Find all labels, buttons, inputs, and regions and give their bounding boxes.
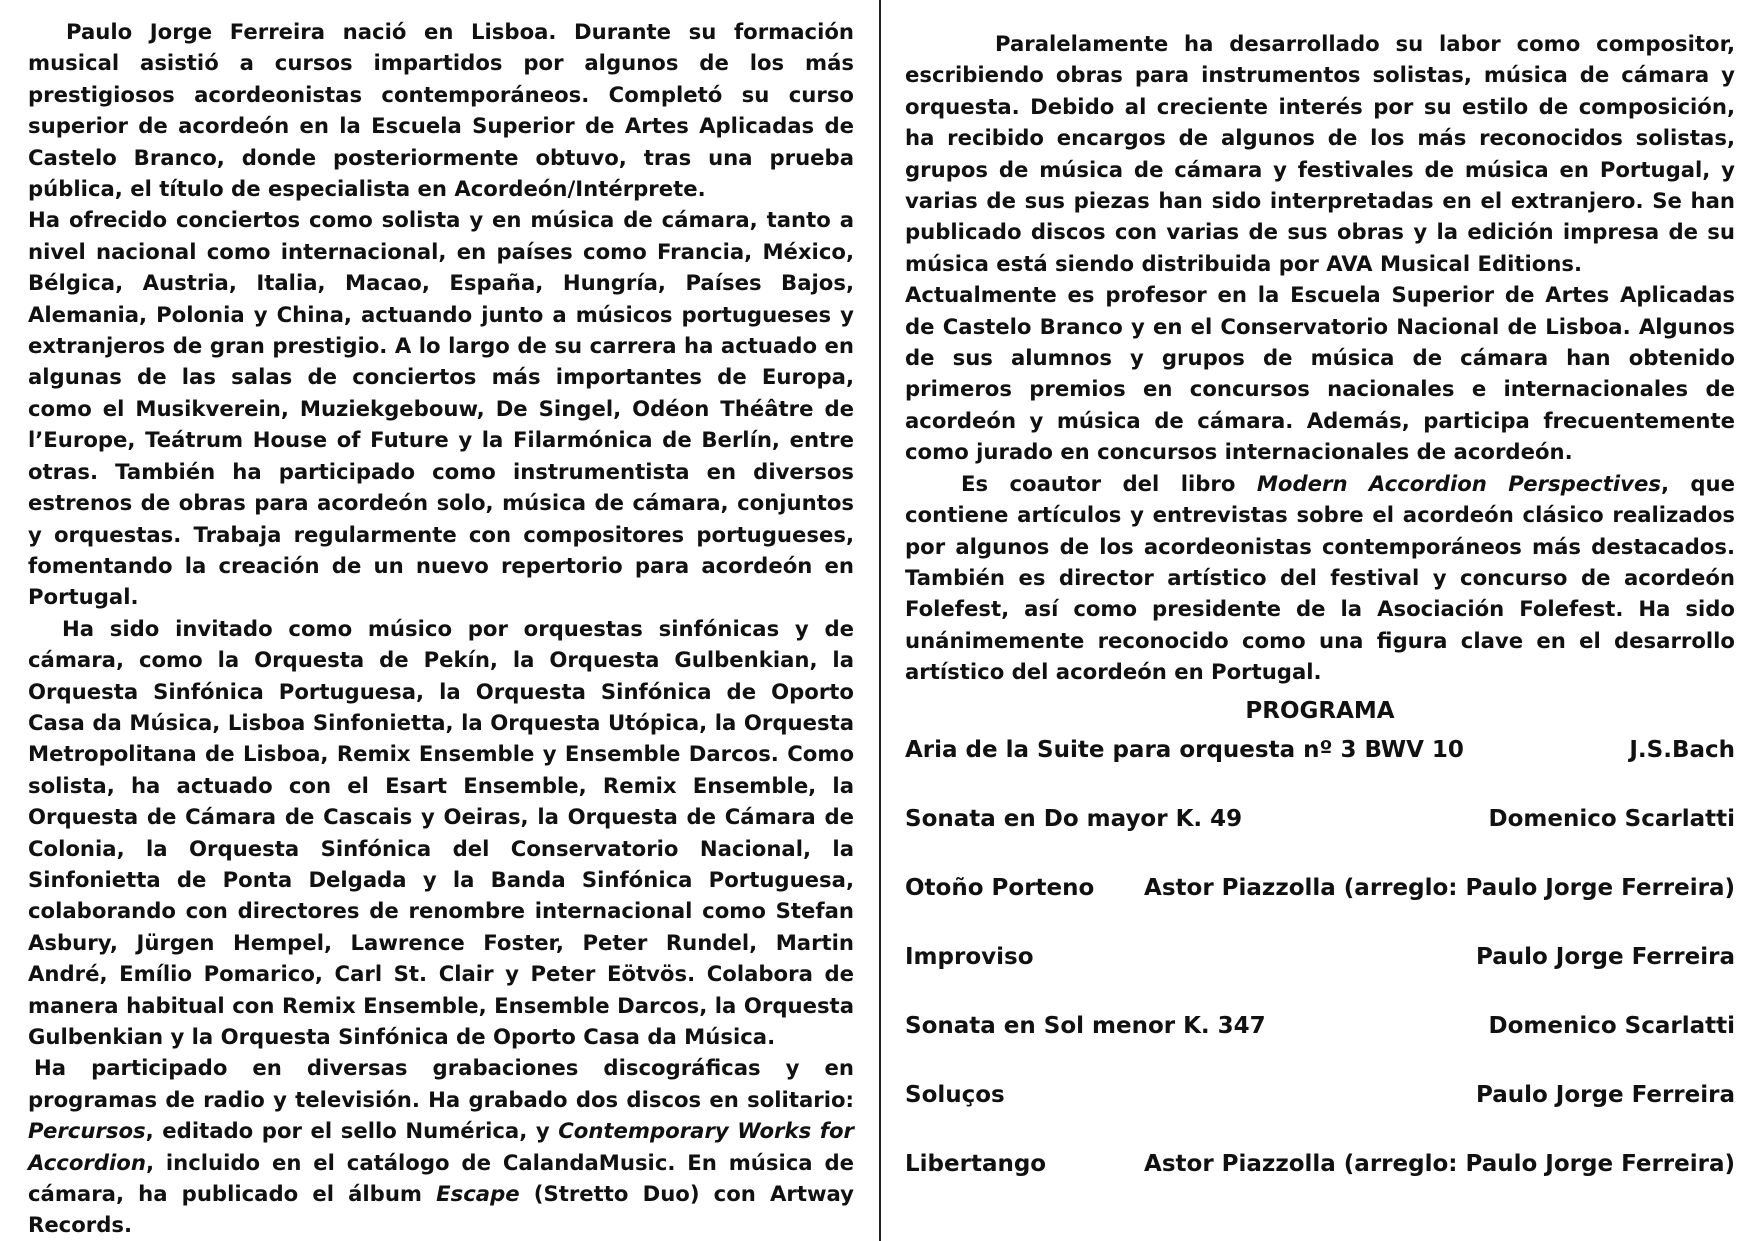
program-item: [905, 872, 1735, 941]
program-work: Soluços: [905, 1081, 1005, 1108]
program-work: Libertango: [905, 1150, 1047, 1177]
left-column: [28, 16, 854, 1241]
program-composer: Paulo Jorge Ferreira: [1475, 943, 1735, 970]
program-work: Aria de la Suite para orquesta nº 3 BWV 10: [905, 736, 1464, 763]
program-item: [905, 734, 1735, 803]
album-title-contemporary-works: Contemporary Works for Accordion: [28, 1118, 854, 1175]
bio-paragraph-book: [905, 468, 1735, 688]
program-item: [905, 1148, 1735, 1217]
bio-paragraph-teaching: Actualmente es profesor en la Escuela Superior de Artes Aplicadas de Castelo Branco y en el Conservatorio Nacional de Lisboa. Algunos de sus alumnos y grupos de música de cámara han obtenido primeros premios en concursos nacionales e internacionales de acordeón y música de cámara. Además, participa frecuentemente como jurado en concursos internacionales de acordeón.: [905, 282, 1735, 465]
bio-paragraph-origin: Paulo Jorge Ferreira nació en Lisboa. Durante su formación musical asistió a cursos impartidos por algunos de los más prestigiosos acordeonistas contemporáneos. Completó su curso superior de acordeón en la Escuela Superior de Artes Aplicadas de Castelo Branco, donde posteriormente obtuvo, tras una prueba pública, el título de especialista en Acordeón/Intérprete.: [28, 19, 854, 202]
program-composer: J.S.Bach: [1629, 736, 1735, 763]
program-item: [905, 1010, 1735, 1079]
column-divider: [879, 0, 881, 1241]
program-composer: Astor Piazzolla (arreglo: Paulo Jorge Ferreira): [1144, 1150, 1735, 1177]
program-item: [905, 1079, 1735, 1148]
program-item: [905, 941, 1735, 1010]
bio-paragraph-concerts: Ha ofrecido conciertos como solista y en música de cámara, tanto a nivel nacional como internacional, en países como Francia, México, Bélgica, Austria, Italia, Macao, España, Hungría, Países Bajos, Alemania, Polonia y China, actuando junto a músicos portugueses y extranjeros de gran prestigio. A lo largo de su carrera ha actuado en algunas de las salas de conciertos más importantes de Europa, como el Musikverein, Muziekgebouw, De Singel, Odéon Théâtre de l’Europe, Teátrum House of Future y la Filarmónica de Berlín, entre otras. También ha participado como instrumentista en diversos estrenos de obras para acordeón solo, música de cámara, conjuntos y orquestas. Trabaja regularmente con compositores portugueses, fomentando la creación de un nuevo repertorio para acordeón en Portugal.: [28, 207, 854, 610]
bio-paragraph-composer: Paralelamente ha desarrollado su labor como compositor, escribiendo obras para instrumentos solistas, música de cámara y orquesta. Debido al creciente interés por su estilo de composición, ha recibido encargos de algunos de los más reconocidos solistas, grupos de música de cámara y festivales de música en Portugal, y varias de sus piezas han sido interpretadas en el extranjero. Se han publicado discos con varias de sus obras y la edición impresa de su música está siendo distribuida por AVA Musical Editions.: [905, 31, 1735, 276]
album-title-percursos: Percursos: [28, 1118, 146, 1144]
recordings-text-c: , incluido en el catálogo de CalandaMusic. En música de cámara, ha publicado el álbum: [28, 1149, 854, 1207]
album-title-escape: Escape: [436, 1181, 520, 1207]
book-title: Modern Accordion Perspectives: [1256, 470, 1661, 496]
program-list: [905, 734, 1735, 1217]
program-work: Sonata en Do mayor K. 49: [905, 805, 1243, 832]
bio-paragraph-orchestras: Ha sido invitado como músico por orquestas sinfónicas y de cámara, como la Orquesta de Pekín, la Orquesta Gulbenkian, la Orquesta Sinfónica Portuguesa, la Orquesta Sinfónica de Oporto Casa da Música, Lisboa Sinfonietta, la Orquesta Utópica, la Orquesta Metropolitana de Lisboa, Remix Ensemble y Ensemble Darcos. Como solista, ha actuado con el Esart Ensemble, Remix Ensemble, la Orquesta de Cámara de Cascais y Oeiras, la Orquesta de Cámara de Colonia, la Orquesta Sinfónica del Conservatorio Nacional, la Sinfonietta de Ponta Delgada y la Banda Sinfónica Portuguesa, colaborando con directores de renombre internacional como Stefan Asbury, Jürgen Hempel, Lawrence Foster, Peter Rundel, Martin André, Emílio Pomarico, Carl St. Clair y Peter Eötvös. Colabora de manera habitual con Remix Ensemble, Ensemble Darcos, la Orquesta Gulbenkian y la Orquesta Sinfónica de Oporto Casa da Música.: [28, 615, 854, 1049]
bio-paragraph-recordings: [28, 1052, 854, 1240]
program-work: Otoño Porteno: [905, 874, 1095, 901]
program-item: [905, 803, 1735, 872]
program-work: Improviso: [905, 943, 1034, 970]
program-composer: Domenico Scarlatti: [1488, 1012, 1735, 1039]
program-title: PROGRAMA: [1245, 697, 1395, 724]
program-composer: Astor Piazzolla (arreglo: Paulo Jorge Ferreira): [1144, 874, 1735, 901]
recordings-text-a: Ha participado en diversas grabaciones discográficas y en programas de radio y televisión. Ha grabado dos discos en solitario:: [28, 1055, 854, 1112]
program-composer: Paulo Jorge Ferreira: [1475, 1081, 1735, 1108]
program-work: Sonata en Sol menor K. 347: [905, 1012, 1266, 1039]
right-column: [905, 28, 1735, 1217]
program-composer: Domenico Scarlatti: [1488, 805, 1735, 832]
recordings-text-d: (Stretto Duo) con Artway Records.: [28, 1181, 854, 1238]
recordings-text-b: , editado por el sello Numérica, y: [145, 1118, 559, 1144]
book-text-a: Es coautor del libro: [961, 470, 1257, 496]
book-text-b: , que contiene artículos y entrevistas sobre el acordeón clásico realizados por algunos de los acordeonistas contemporáneos más destacados. También es director artístico del festival y concurso de acordeón Folefest, así como presidente de la Asociación Folefest. Ha sido unánimemente reconocido como una figura clave en el desarrollo artístico del acordeón en Portugal.: [905, 470, 1736, 685]
